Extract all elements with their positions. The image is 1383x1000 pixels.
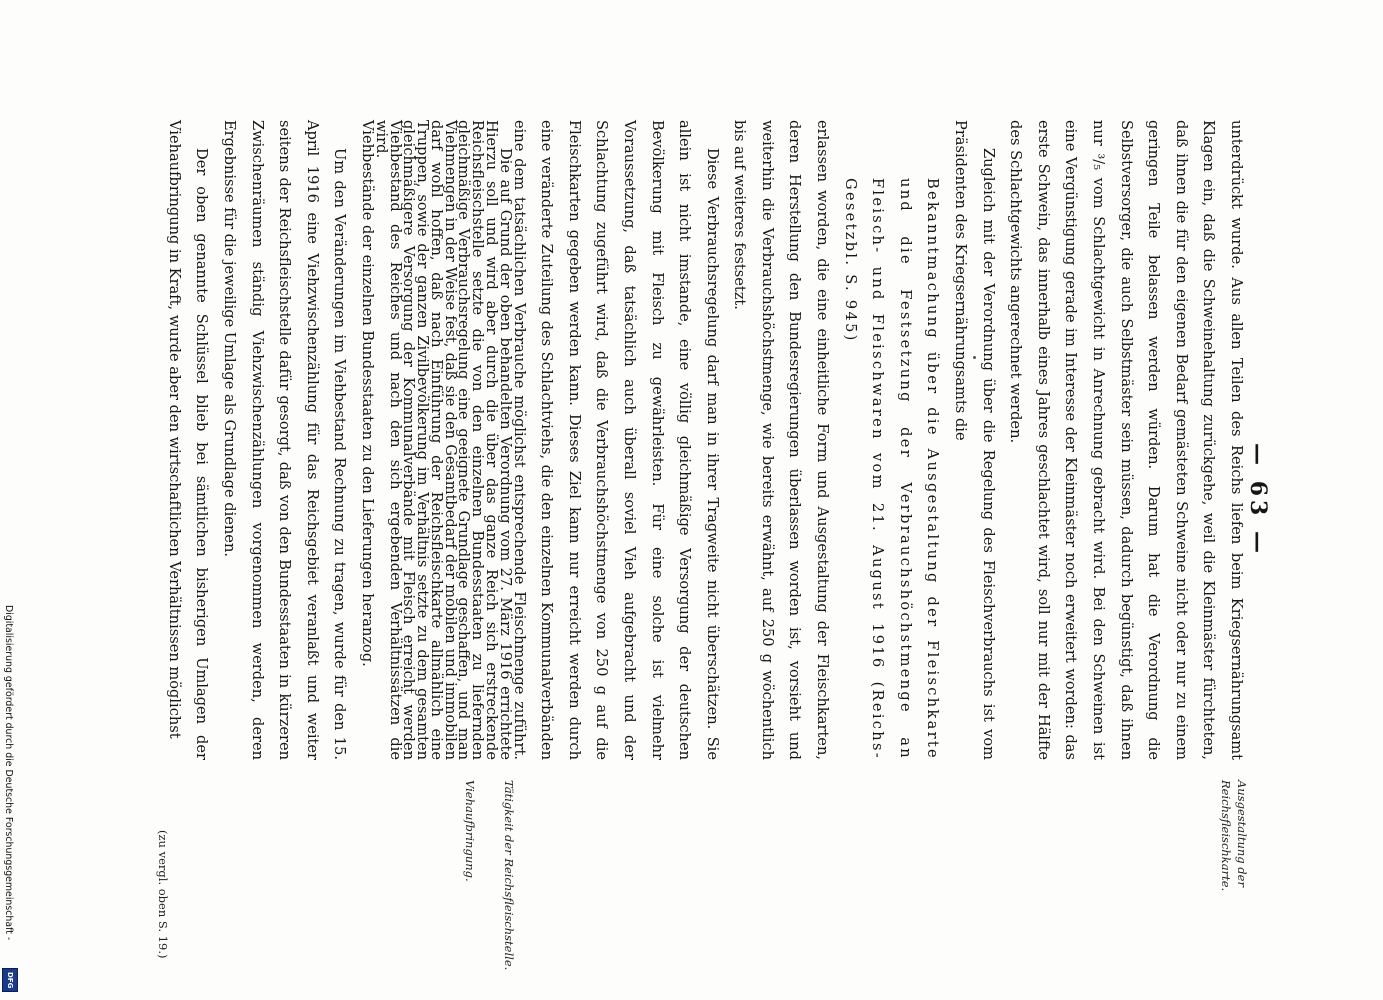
scan-speck [973, 356, 976, 359]
paragraph: Um den Veränderungen im Viehbestand Rechnung zu tragen, wurde für den 15. April 1916 eine Viehzwischenzählung für das Reichsgebiet veranlaßt und weiter seitens der Reichsfleischstelle dafür gesorgt, daß von den Bundesstaaten in kürzeren Zwischenräumen ständig Viehzwischenzählungen vorgenommen werden, deren Ergebnisse für die jeweilige Umlage als Grundlage dienen. [221, 120, 349, 760]
margin-note-fleischkarte: Ausgestaltung der Reichsfleischkarte. [1219, 780, 1249, 892]
paragraph: Der oben genannte Schlüssel blieb bei sämtlichen bisherigen Umlagen der Viehaufbringung in Kraft, wurde aber den wirtschaftlichen Verhältnissen möglichst [165, 120, 211, 760]
paragraph: unterdrückt wurde. Aus allen Teilen des Reichs liefen beim Kriegsernährungsamt Klagen ein, daß die Schweinehaltung zurückgehe, weil die Kleinmäster fürchteten, daß ihnen die für den eigenen Bedarf gemästeten Schweine nicht oder nur zu einem geringen Teile belassen werden würden. Darum hat die Verordnung die Selbstversorger, die auch Selbstmäster sein müssen, dadurch begünstigt, daß ihnen nur ³/₅ vom Schlachtgewicht in Anrechnung gebracht wird. Bei den Schweinen ist eine Vergünstigung gerade im Interesse der Kleinmäster noch erweitert worden: das erste Schwein, das innerhalb eines Jahres geschlachtet wird, soll nur mit der Hälfte des Schlachtgewichts angerechnet werden. [1007, 120, 1245, 760]
page-number: — 63 — [1245, 443, 1271, 557]
paragraph: Zugleich mit der Verordnung über die Regelung des Fleischverbrauchs ist vom Präsidenten des Kriegsernährungsamts die [952, 120, 997, 760]
dfg-logo-label: DFG [6, 972, 14, 989]
dfg-logo-icon [2, 968, 18, 992]
margin-note-reichsfleischstelle: Tätigkeit der Reichsfleischstelle. [502, 780, 516, 971]
paragraph: Diese Verbrauchsregelung darf man in ihrer Tragweite nicht überschätzen. Sie allein ist nicht imstande, eine völlig gleichmäßige Versorgung der deutschen Bevölkerung mit Fleisch zu gewährleisten. Für eine solche ist vielmehr Voraussetzung, daß tatsächlich auch überall soviel Vieh aufgebracht und der Schlachtung zugeführt wird, daß die Verbrauchshöchstmenge von 250 g auf die Fleischkarten gegeben werden kann. Dieses Ziel kann nur erreicht werden durch eine veränderte Zuteilung des Schlachtviehs, die den einzelnen Kommunalverbänden eine dem tatsächlichen Verbrauche möglichst entsprechende Fleischmenge zuführt. Hierzu soll und wird aber durch die über das ganze Reich sich erstreckende gleichmäßige Verbrauchsregelung eine geeignete Grundlage geschaffen, und man darf wohl hoffen, daß nach Einführung der Reichsfleischkarte allmählich eine gleichmäßigere Versorgung der Kommunalverbände mit Fleisch erreicht werden wird. [372, 120, 721, 760]
digitization-credit [0, 605, 18, 1000]
credit-text: Digitalisierung gefördert durch die Deutsche Forschungsgemeinschaft - [3, 605, 14, 941]
paragraph: erlassen worden, die eine einheitliche Form und Ausgestaltung der Fleischkarten, deren Herstellung den Bundesregierungen überlassen worden ist, vorsieht und weiterhin die Verbrauchshöchstmenge, wie bereits erwähnt, auf 250 g wöchentlich bis auf weiteres festsetzt. [731, 120, 832, 760]
margin-note-viehaufbringung: Viehaufbringung. [463, 780, 477, 882]
paragraph: Die auf Grund der oben behandelten Verordnung vom 27. März 1916 errichtete Reichsfleischstelle setzte die von den einzelnen Bundesstaaten zu liefernden Viehmengen in der Weise fest, daß sie den Gesamtbedarf der mobilen und immobilen Truppen, sowie der ganzen Zivilbevölkerung im Verhältnis setzte zu dem gesamten Viehbestand des Reiches und nach den sich ergebenden Verhältnissätzen die Viehbestände der einzelnen Bundesstaaten zu den Lieferungen heranzog. [359, 120, 514, 760]
paragraph: Bekanntmachung über die Ausgestaltung der Fleischkarte und die Festsetzung der Verbrauchshöchstmenge an Fleisch- und Fleischwaren vom 21. August 1916 (Reichs-Gesetzbl. S. 945) [841, 178, 942, 760]
text-block-lower [160, 120, 519, 760]
margin-note-reference: (zu vergl. oben S. 19.) [156, 830, 170, 959]
